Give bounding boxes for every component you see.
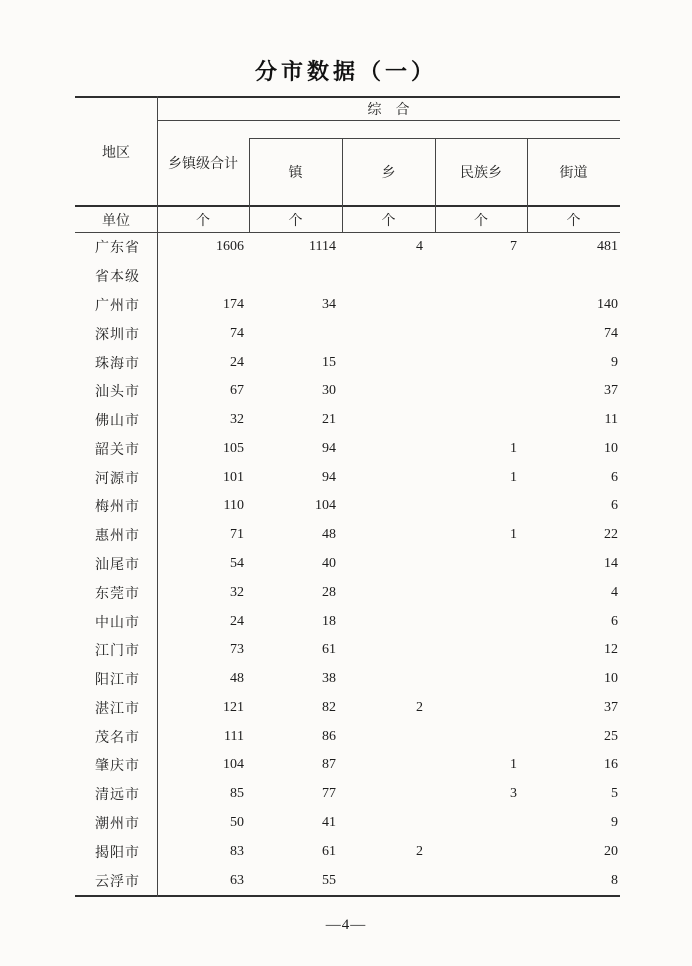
value-cell: 40 <box>322 555 336 571</box>
region-cell: 佛山市 <box>95 414 140 430</box>
value-cell: 6 <box>611 613 618 629</box>
unit-value: 个 <box>566 213 581 229</box>
region-cell: 汕头市 <box>95 385 140 401</box>
value-cell: 67 <box>230 383 244 399</box>
value-cell: 28 <box>322 584 336 600</box>
value-cell: 20 <box>604 843 618 859</box>
value-cell: 63 <box>230 872 244 888</box>
value-cell: 1 <box>510 469 517 485</box>
value-cell: 71 <box>230 527 244 543</box>
region-cell: 珠海市 <box>95 356 140 372</box>
value-cell: 85 <box>230 786 244 802</box>
data-table <box>75 96 620 897</box>
value-cell: 1 <box>510 757 517 773</box>
value-cell: 55 <box>322 872 336 888</box>
region-cell: 茂名市 <box>95 730 140 746</box>
table-row <box>75 377 620 406</box>
value-cell: 22 <box>604 527 618 543</box>
table-row <box>75 406 620 435</box>
region-cell: 东莞市 <box>95 586 140 602</box>
value-cell: 48 <box>322 527 336 543</box>
unit-value: 个 <box>474 213 488 229</box>
region-cell: 韶关市 <box>95 442 140 458</box>
value-cell: 77 <box>322 786 336 802</box>
value-cell: 9 <box>611 815 618 831</box>
table-row <box>75 694 620 723</box>
value-cell: 105 <box>223 440 244 456</box>
value-cell: 101 <box>223 469 244 485</box>
column-header-subdistrict: 街道 <box>559 166 588 181</box>
unit-value: 个 <box>381 213 396 229</box>
value-cell: 110 <box>223 498 244 514</box>
value-cell: 38 <box>322 671 336 687</box>
value-cell: 174 <box>223 296 244 312</box>
value-cell: 121 <box>223 699 244 715</box>
region-cell: 河源市 <box>95 471 140 487</box>
value-cell: 4 <box>416 239 423 255</box>
table-row <box>75 319 620 348</box>
table-row <box>75 434 620 463</box>
value-cell: 74 <box>230 325 244 341</box>
table-row <box>75 463 620 492</box>
region-cell: 阳江市 <box>95 673 140 689</box>
value-cell: 10 <box>604 671 618 687</box>
column-header-region: 地区 <box>102 145 130 161</box>
table-row <box>75 722 620 751</box>
table-row <box>75 837 620 866</box>
table-row <box>75 665 620 694</box>
unit-row <box>75 207 620 232</box>
value-cell: 6 <box>611 469 618 485</box>
value-cell: 10 <box>604 440 618 456</box>
value-cell: 61 <box>322 642 336 658</box>
value-cell: 3 <box>510 786 517 802</box>
value-cell: 7 <box>510 239 517 255</box>
table-row <box>75 780 620 809</box>
value-cell: 32 <box>230 584 244 600</box>
region-cell: 江门市 <box>95 644 140 660</box>
table-row <box>75 291 620 320</box>
value-cell: 50 <box>230 815 244 831</box>
table-row <box>75 607 620 636</box>
value-cell: 48 <box>230 671 244 687</box>
table-row <box>75 348 620 377</box>
value-cell: 30 <box>322 383 336 399</box>
region-cell: 广州市 <box>95 298 140 314</box>
value-cell: 24 <box>230 354 244 370</box>
table-row <box>75 492 620 521</box>
value-cell: 104 <box>223 757 244 773</box>
region-cell: 深圳市 <box>95 327 140 343</box>
unit-value: 个 <box>288 213 303 229</box>
value-cell: 4 <box>611 584 618 600</box>
value-cell: 2 <box>416 699 423 715</box>
table-body <box>75 233 620 895</box>
region-cell: 湛江市 <box>95 701 140 717</box>
value-cell: 12 <box>604 642 618 658</box>
region-cell: 广东省 <box>95 241 140 257</box>
table-row <box>75 233 620 262</box>
region-cell: 中山市 <box>95 615 140 631</box>
value-cell: 18 <box>322 613 336 629</box>
value-cell: 5 <box>611 786 618 802</box>
value-cell: 82 <box>322 699 336 715</box>
value-cell: 481 <box>597 239 618 255</box>
value-cell: 140 <box>597 296 618 312</box>
column-header-ethnic-township: 民族乡 <box>460 166 502 181</box>
region-cell: 汕尾市 <box>95 557 140 573</box>
value-cell: 1 <box>510 440 517 456</box>
page-title: 分市数据（一） <box>254 59 437 84</box>
table-row <box>75 550 620 579</box>
value-cell: 2 <box>416 843 423 859</box>
value-cell: 21 <box>322 412 336 428</box>
value-cell: 83 <box>230 843 244 859</box>
group-header-comprehensive: 综 合 <box>367 103 410 118</box>
region-cell: 肇庆市 <box>95 759 140 775</box>
table-row <box>75 521 620 550</box>
region-cell: 梅州市 <box>95 500 140 516</box>
value-cell: 37 <box>604 699 618 715</box>
value-cell: 9 <box>611 354 618 370</box>
table-row <box>75 262 620 291</box>
unit-label: 单位 <box>102 213 130 229</box>
value-cell: 74 <box>604 325 618 341</box>
column-header-township-total: 乡镇级合计 <box>168 157 238 172</box>
value-cell: 15 <box>322 354 336 370</box>
value-cell: 61 <box>322 843 336 859</box>
table-row <box>75 636 620 665</box>
value-cell: 111 <box>224 728 244 744</box>
region-cell: 清远市 <box>95 788 140 804</box>
value-cell: 34 <box>322 296 336 312</box>
table-row <box>75 751 620 780</box>
region-cell: 云浮市 <box>95 874 140 890</box>
column-header-township: 乡 <box>381 166 396 181</box>
region-cell: 省本级 <box>95 270 140 286</box>
value-cell: 87 <box>322 757 336 773</box>
region-cell: 惠州市 <box>95 529 140 545</box>
value-cell: 1 <box>510 527 517 543</box>
value-cell: 14 <box>604 555 618 571</box>
page-number: —4— <box>325 917 367 933</box>
value-cell: 8 <box>611 872 618 888</box>
value-cell: 25 <box>604 728 618 744</box>
value-cell: 94 <box>322 440 336 456</box>
value-cell: 24 <box>230 613 244 629</box>
table-row <box>75 866 620 895</box>
value-cell: 41 <box>322 815 336 831</box>
value-cell: 1606 <box>216 239 244 255</box>
value-cell: 73 <box>230 642 244 658</box>
value-cell: 104 <box>315 498 336 514</box>
value-cell: 86 <box>322 728 336 744</box>
value-cell: 11 <box>604 412 618 428</box>
table-row <box>75 578 620 607</box>
value-cell: 54 <box>230 555 244 571</box>
table-row <box>75 809 620 838</box>
value-cell: 6 <box>611 498 618 514</box>
region-cell: 揭阳市 <box>95 845 140 861</box>
value-cell: 94 <box>322 469 336 485</box>
value-cell: 16 <box>604 757 618 773</box>
value-cell: 1114 <box>309 239 336 255</box>
value-cell: 32 <box>230 412 244 428</box>
region-cell: 潮州市 <box>95 817 140 833</box>
value-cell: 37 <box>604 383 618 399</box>
column-header-town: 镇 <box>288 166 303 181</box>
unit-value: 个 <box>196 213 210 229</box>
